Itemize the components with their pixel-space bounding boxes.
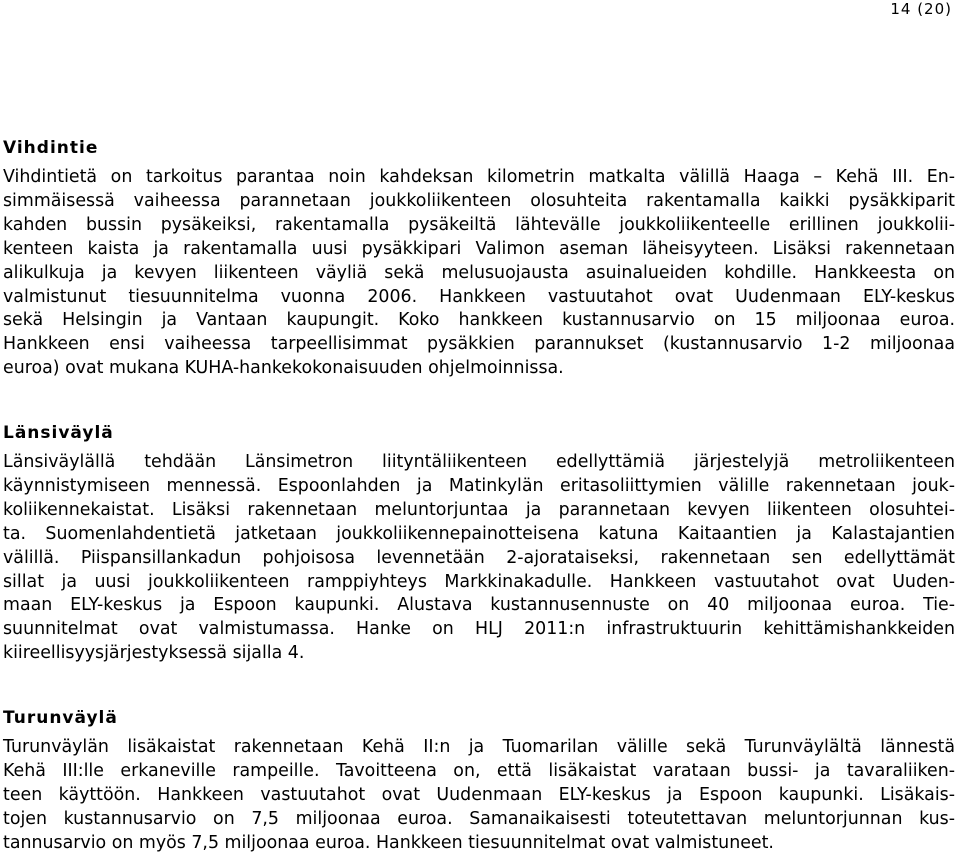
paragraph-line: valmistunut tiesuunnitelma vuonna 2006. Hankkeen vastuutahot ovat Uudenmaan ELY-keskus — [3, 286, 955, 307]
paragraph-line: Hankkeen ensi vaiheessa tarpeellisimmat pysäkkien parannukset (kustannusarvio 1-2 miljoonaa — [3, 334, 955, 355]
paragraph-line: Vihdintietä on tarkoitus parantaa noin kahdeksan kilometrin matkalta välillä Haaga – Kehä III. En- — [3, 167, 955, 187]
section-heading: Turunväylä — [3, 708, 118, 728]
paragraph-line: alikulkuja ja kevyen liikenteen väyliä sekä melusuojausta asuinalueiden kohdille. Hankkeesta on — [3, 262, 955, 283]
paragraph-line: Länsiväylällä tehdään Länsimetron liityntäliikenteen edellyttämiä järjestelyjä metroliikenteen — [3, 452, 955, 472]
paragraph-line: teen käyttöön. Hankkeen vastuutahot ovat Uudenmaan ELY-keskus ja Espoon kaupunki. Lisäkais- — [3, 784, 955, 805]
paragraph-line: koliikennekaistat. Lisäksi rakennetaan meluntorjuntaa ja parannetaan kevyen liikenteen olosuhtei- — [3, 499, 955, 520]
section-turunvayla — [3, 707, 955, 856]
paragraph-line: tojen kustannusarvio on 7,5 miljoonaa euroa. Samanaikaisesti toteutettavan meluntorjunnan kus- — [3, 808, 955, 829]
paragraph-line: Turunväylän lisäkaistat rakennetaan Kehä II:n ja Tuomarilan välille sekä Turunväylältä lännestä — [3, 737, 955, 757]
paragraph-line: tannusarvio on myös 7,5 miljoonaa euroa. Hankkeen tiesuunnitelmat ovat valmistuneet. — [3, 832, 774, 853]
paragraph-line: kenteen kaista ja rakentamalla uusi pysäkkipari Valimon aseman läheisyyteen. Lisäksi rakennetaan — [3, 238, 955, 259]
paragraph-line: euroa) ovat mukana KUHA-hankekokonaisuuden ohjelmoinnissa. — [3, 358, 564, 379]
paragraph-line: sillat ja uusi joukkoliikenteen ramppiyhteys Markkinakadulle. Hankkeen vastuutahot ovat Uuden- — [3, 571, 955, 592]
paragraph-line: suunnitelmat ovat valmistumassa. Hanke on HLJ 2011:n infrastruktuurin kehittämishankkeiden — [3, 619, 955, 640]
section-heading: Länsiväylä — [3, 423, 114, 443]
paragraph-line: sekä Helsingin ja Vantaan kaupungit. Koko hankkeen kustannusarvio on 15 miljoonaa euroa. — [3, 310, 955, 331]
paragraph-line: kahden bussin pysäkeiksi, rakentamalla pysäkeiltä lähtevälle joukkoliikenteelle erillinen joukkolii- — [3, 214, 955, 235]
section-paragraph — [3, 166, 955, 381]
section-paragraph — [3, 451, 955, 666]
paragraph-line: käynnistymiseen mennessä. Espoonlahden ja Matinkylän eritasoliittymien välille rakennetaan jouk- — [3, 475, 955, 496]
section-lansivayla — [3, 422, 955, 666]
paragraph-line: kiireellisyysjärjestyksessä sijalla 4. — [3, 643, 305, 664]
paragraph-line: Kehä III:lle erkaneville rampeille. Tavoitteena on, että lisäkaistat varataan bussi- ja tavaraliiken- — [3, 760, 955, 781]
section-heading: Vihdintie — [3, 138, 99, 158]
paragraph-line: maan ELY-keskus ja Espoon kaupunki. Alustava kustannusennuste on 40 miljoonaa euroa. Tie- — [3, 595, 955, 616]
paragraph-line: ta. Suomenlahdentietä jatketaan joukkoliikennepainotteisena katuna Kaitaantien ja Kalastajantien — [3, 523, 955, 544]
section-paragraph — [3, 736, 955, 856]
page-number: 14 (20) — [890, 0, 952, 18]
paragraph-line: välillä. Piispansillankadun pohjoisosa levennetään 2-ajorataiseksi, rakennetaan sen edellyttämät — [3, 547, 955, 568]
paragraph-line: simmäisessä vaiheessa parannetaan joukkoliikenteen olosuhteita rakentamalla kaikki pysäkkiparit — [3, 190, 955, 211]
section-vihdintie — [3, 137, 955, 381]
